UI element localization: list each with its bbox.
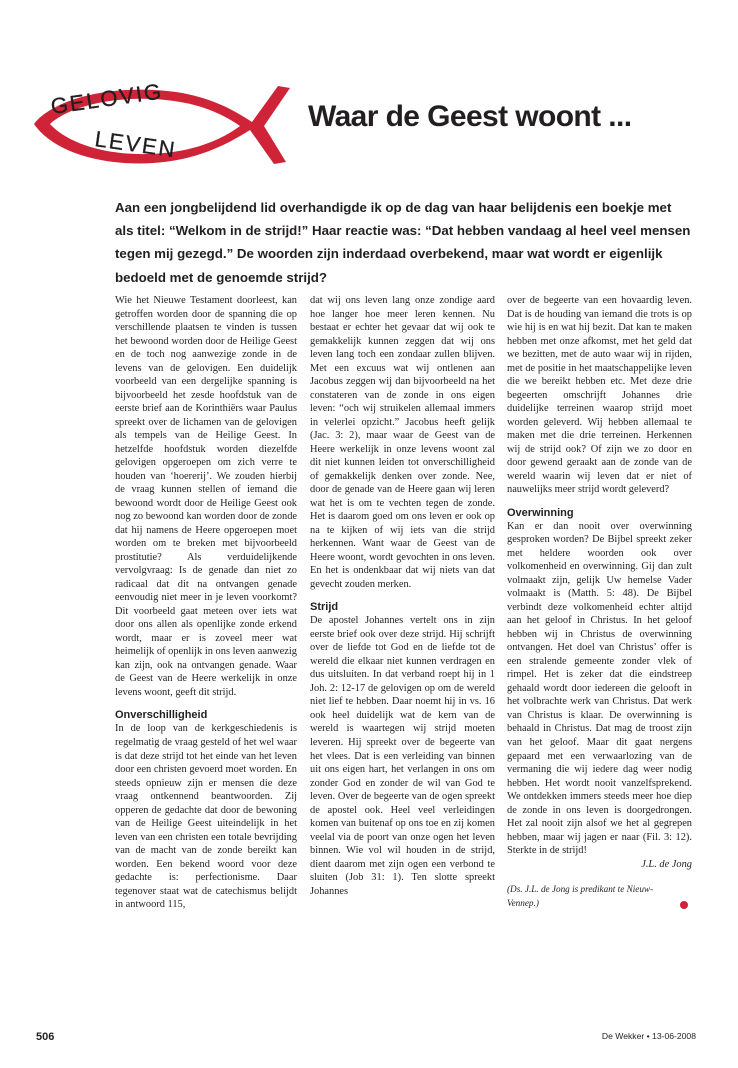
paragraph: In de loop van de kerkgeschiedenis is regelmatig de vraag gesteld of het wel waar is dat deze strijd tot het einde van het leven door een christen gevoerd moet worden. En steeds opnieuw zijn er mensen die deze vraag ontkennend beantwoorden. Zij opperen de gedachte dat door de bewoning van de Heilige Geest uiteindelijk in het leven van een christen een totale bevrijding van de macht van de zonde bereikt kan worden. Een bekend woord voor deze gedachte is: perfectionisme. Daar tegenover staat wat de catechismus belijdt in antwoord 115, [115, 723, 297, 911]
paragraph: De apostel Johannes vertelt ons in zijn eerste brief ook over deze strijd. Hij schrijft over de liefde tot God en de liefde tot de wereld die elkaar niet kunnen verdragen en dus uitsluiten. In dat verband roept hij in 1 Joh. 2: 12-17 de gelovigen op om de wereld niet lief te hebben. Daar noemt hij in vs. 16 ook heel duidelijk wat de kern van de wereld is waartegen wij strijd moeten leveren. Hij spreekt over de begeerte van het vlees. Dat is een verleiding van binnen uit ons eigen hart, het verlangen in ons om zonder God en zonder de wil van God te leven. Over de begeerte van de ogen spreekt de apostel ook. Heel veel verleidingen komen van buitenaf op ons toe en zij komen veelal via de poort van onze ogen het leven binnen. Wie vol wil houden in de strijd, dient daarom met zijn ogen een verbond te sluiten (Job 31: 1). Ten slotte spreekt Johannes [310, 615, 495, 897]
author-note-text: (Ds. J.L. de Jong is predikant te Nieuw-Vennep.) [507, 884, 654, 908]
author-signature: J.L. de Jong [641, 858, 692, 870]
publication-footer: De Wekker • 13-06-2008 [601, 1031, 696, 1041]
logo-word-gelovig: GELOVIG [49, 78, 165, 119]
page-title: Waar de Geest woont ... [308, 100, 632, 133]
column-3 [507, 294, 692, 910]
logo-word-leven: LEVEN [93, 126, 179, 163]
paragraph: Kan er dan nooit over overwinning gesproken worden? De Bijbel spreekt zeker met heldere woorden ook over volkomenheid en overwinning. Gij dan zult volmaakt zijn, gelijk Uw hemelse Vader volmaakt is (Matth. 5: 48). De Bijbel verbindt deze volkomenheid echter altijd aan het geloof in Christus. In het geloof hebben wij in Christus de overwinning ontvangen. Het doel van Christus’ offer is een stralende gemeente zonder vlek of rimpel. Het is zeker dat die eindstreep gehaald wordt door iedereen die gelooft in het volbrachte werk van Christus. Dat werk van Christus is klaar. De overwinning is behaald in Christus. Dat mag de troost zijn van het geloof. Maar dit gaat nergens gepaard met een verwaarlozing van de vermaning die wij iedere dag weer nodig hebben. Het wordt nooit vanzelfsprekend. We ontdekken immers steeds meer hoe diep de zonde in ons leven is doorgedrongen. Het zal nooit zijn alsof we het al gegrepen hebben, maar wij jagen er naar (Fil. 3: 12). Sterkte in de strijd! [507, 520, 692, 857]
paragraph: Wie het Nieuwe Testament doorleest, kan getroffen worden door de spanning die op verschillende plaatsen te vinden is tussen het bewoond worden door de Heilige Geest en de toch nog aanwezige zonde in de levens van de gelovigen. Een duidelijk voorbeeld van een dergelijke spanning is bijvoorbeeld het zesde hoofdstuk van de eerste brief aan de Korinthiërs waar Paulus spreekt over de lichamen van de gelovigen als tempels van de Heilige Geest. In hetzelfde hoofdstuk worden diezelfde gelovigen opgeroepen om zich verre te houden van ‘hoererij’. We zouden hierbij de vraag kunnen stellen of iemand die bewoond wordt door de Heilige Geest ook nog zo bewoond kan worden door de zonde dat hij namens de Heere opgeroepen moet worden om te breken met bijvoorbeeld prostitutie? Als verduidelijkende vervolgvraag: Is de genade dan niet zo radicaal dat dit na ontvangen genade eenvoudig niet meer in je leven voorkomt? Dit voorbeeld gaat meteen over iets wat door ons allen als openlijke zonde erkend wordt, maar er is zoveel meer wat heimelijk of openlijk in ons leven aanwezig kan zijn, ook na ontvangen genade. Waar de Geest van de Heere werkelijk in onze levens woont, geeft dit strijd. [115, 295, 297, 698]
page-number: 506 [36, 1031, 55, 1043]
paragraph: dat wij ons leven lang onze zondige aard hoe langer hoe meer leren kennen. Nu bestaat er echter het gevaar dat wij ook te gemakkelijk kunnen zeggen dat wij ons leven lang toch een zondaar zullen blijven. Met een excuus wat wij ontlenen aan Jacobus zeggen wij dan bijvoorbeeld na het constateren van de zonde in ons eigen leven: “och wij struikelen allemaal immers in velerlei opzicht.” Jacobus heeft gelijk (Jac. 3: 2), maar waar de Geest van de Heere werkelijk in onze levens woont zal dit niet kunnen leiden tot onverschilligheid of gemakkelijk denken over zonde. Nee, door de genade van de Heere gaan wij leren wat het is om te vechten tegen de zonde. Het is daarom goed om ons leven er ook op na te kijken of wij iets van die strijd herkennen. Want waar de Geest van de Heere woont, wordt gevochten in ons leven. En het is ondenkbaar dat wij niets van dat gevecht zouden merken. [310, 295, 495, 590]
paragraph: over de begeerte van een hovaardig leven. Dat is de houding van iemand die trots is op wie hij is en wat hij bezit. Dat kan te maken hebben met onze afkomst, met het geld dat we bezitten, met de auto waar wij in rijden, met de positie in het maatschappelijke leven die we bereikt hebben etc. Met deze drie begeerten omschrijft Johannes drie duidelijke terreinen waarop strijd moet worden geleverd. Wij hebben allemaal te maken met die drie terreinen. Herkennen wij de strijd ook? Of zijn we zo door en door gewend geraakt aan de zonde van de wereld waarin wij leven dat er niet of nauwelijks meer strijd wordt geleverd? [507, 295, 692, 496]
column-1 [115, 294, 297, 912]
section-heading-onverschilligheid: Onverschilligheid [115, 709, 208, 722]
intro-lead: Aan een jongbelijdend lid overhandigde ik op de dag van haar belijdenis een boekje met als titel: “Welkom in de strijd!” Haar reactie was: “Dat hebben vandaag al heel veel mensen tegen mij gezegd.” De woorden zijn inderdaad overbekend, maar wat wordt er eigenlijk bedoeld met de genoemde strijd? [115, 200, 691, 285]
section-heading-overwinning: Overwinning [507, 506, 574, 519]
section-heading-strijd: Strijd [310, 601, 339, 614]
column-2 [310, 294, 495, 898]
gelovig-leven-fish-logo [28, 78, 290, 170]
author-note [507, 883, 692, 910]
end-mark-dot-icon [680, 901, 688, 909]
